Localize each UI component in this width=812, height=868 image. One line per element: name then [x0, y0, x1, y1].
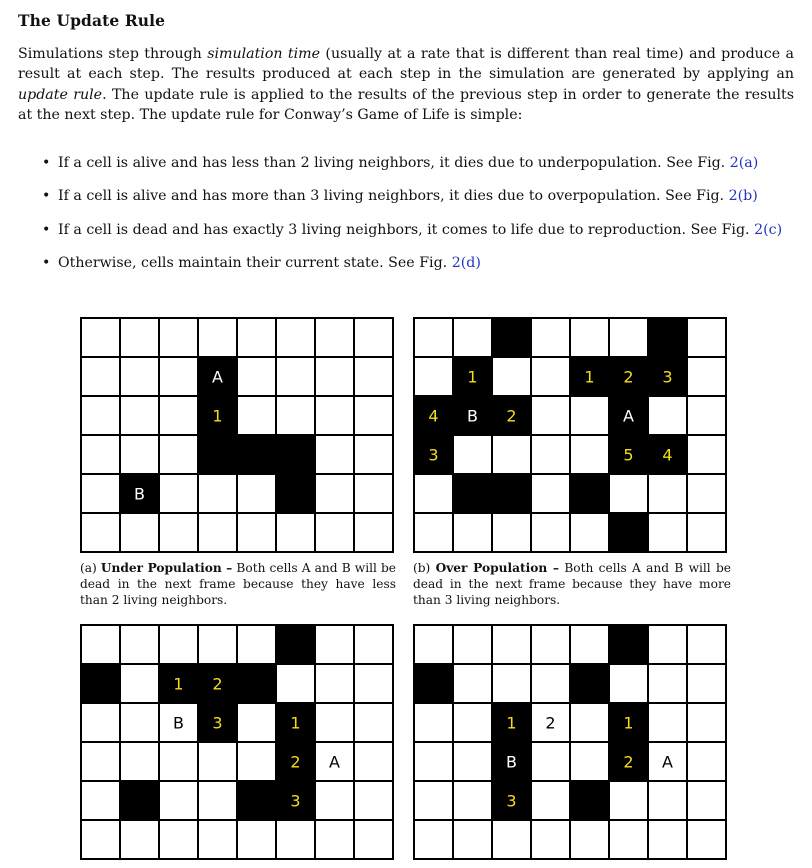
dead-cell — [120, 396, 159, 435]
dead-cell — [237, 318, 276, 357]
dead-cell — [354, 513, 393, 552]
dead-cell — [120, 357, 159, 396]
rules-list — [42, 152, 782, 285]
dead-cell — [414, 318, 453, 357]
dead-cell — [354, 318, 393, 357]
dead-cell — [81, 435, 120, 474]
caption-text: Both cells A and B will be dead in the next frame because they have more than 3 living neighbors. — [413, 561, 732, 607]
cell-letter-label: A — [329, 752, 340, 772]
dead-cell — [354, 474, 393, 513]
dead-cell — [648, 513, 687, 552]
dead-cell — [81, 820, 120, 859]
dead-cell — [81, 781, 120, 820]
dead-cell — [120, 435, 159, 474]
dead-cell — [687, 742, 726, 781]
dead-cell — [198, 513, 237, 552]
dead-cell — [414, 474, 453, 513]
neighbor-count-label: 1 — [506, 713, 517, 733]
rule-text: If a cell is alive and has more than 3 living neighbors, it dies due to overpopulation. See Fig. — [58, 188, 729, 205]
alive-cell — [198, 435, 237, 474]
dead-cell — [453, 742, 492, 781]
figure-ref-link[interactable]: 2(b) — [728, 188, 758, 205]
rule-item — [42, 185, 782, 218]
dead-cell — [354, 396, 393, 435]
cell-letter-label: B — [173, 713, 184, 733]
dead-cell — [492, 513, 531, 552]
dead-cell — [315, 357, 354, 396]
figure-ref-link[interactable]: 2(c) — [754, 221, 783, 238]
dead-cell — [315, 625, 354, 664]
dead-cell — [687, 781, 726, 820]
dead-cell — [81, 703, 120, 742]
dead-cell — [570, 396, 609, 435]
dead-cell — [531, 513, 570, 552]
dead-cell — [81, 513, 120, 552]
figure-d-grid — [413, 624, 727, 860]
dead-cell — [354, 435, 393, 474]
dead-cell — [531, 396, 570, 435]
dead-cell — [120, 820, 159, 859]
dead-cell — [315, 474, 354, 513]
dead-cell — [81, 474, 120, 513]
dead-cell — [237, 820, 276, 859]
dead-cell — [315, 664, 354, 703]
dead-cell — [276, 318, 315, 357]
alive-cell — [453, 474, 492, 513]
dead-cell — [159, 820, 198, 859]
dead-cell — [687, 625, 726, 664]
rule-item — [42, 219, 782, 252]
dead-cell — [198, 781, 237, 820]
cell-letter-label: B — [467, 406, 478, 426]
dead-cell — [531, 742, 570, 781]
cell-letter-label: B — [506, 752, 517, 772]
dead-cell — [354, 781, 393, 820]
dead-cell — [159, 318, 198, 357]
dead-cell — [570, 435, 609, 474]
dead-cell — [570, 625, 609, 664]
neighbor-count-label: 4 — [428, 406, 439, 426]
dead-cell — [531, 781, 570, 820]
neighbor-count-label: 2 — [545, 713, 556, 733]
dead-cell — [609, 820, 648, 859]
intro-text-1: Simulations step through — [18, 46, 208, 62]
dead-cell — [159, 513, 198, 552]
dead-cell — [354, 625, 393, 664]
dead-cell — [354, 820, 393, 859]
alive-cell — [237, 435, 276, 474]
dead-cell — [531, 357, 570, 396]
section-title: The Update Rule — [18, 11, 166, 30]
dead-cell — [687, 474, 726, 513]
neighbor-count-label: 1 — [467, 367, 478, 387]
dead-cell — [120, 742, 159, 781]
dead-cell — [315, 513, 354, 552]
rule-text: If a cell is alive and has less than 2 living neighbors, it dies due to underpopulation. See Fig. — [58, 155, 730, 171]
neighbor-count-label: 3 — [662, 367, 673, 387]
neighbor-count-label: 1 — [173, 674, 184, 694]
dead-cell — [120, 664, 159, 703]
dead-cell — [198, 625, 237, 664]
neighbor-count-label: 3 — [212, 713, 223, 733]
alive-cell — [648, 318, 687, 357]
dead-cell — [315, 435, 354, 474]
dead-cell — [315, 703, 354, 742]
dead-cell — [570, 742, 609, 781]
bullet-icon: • — [42, 221, 51, 238]
dead-cell — [648, 396, 687, 435]
caption-title: Over Population – — [435, 561, 560, 575]
dead-cell — [315, 396, 354, 435]
dead-cell — [237, 513, 276, 552]
figure-ref-link[interactable]: 2(a) — [729, 155, 759, 171]
neighbor-count-label: 1 — [212, 406, 223, 426]
alive-cell — [120, 781, 159, 820]
dead-cell — [453, 625, 492, 664]
dead-cell — [414, 357, 453, 396]
cell-letter-label: A — [623, 406, 634, 426]
dead-cell — [159, 396, 198, 435]
dead-cell — [276, 664, 315, 703]
neighbor-count-label: 3 — [506, 791, 517, 811]
dead-cell — [81, 318, 120, 357]
dead-cell — [276, 820, 315, 859]
dead-cell — [531, 625, 570, 664]
dead-cell — [276, 396, 315, 435]
dead-cell — [492, 435, 531, 474]
dead-cell — [492, 664, 531, 703]
dead-cell — [570, 318, 609, 357]
dead-cell — [198, 474, 237, 513]
dead-cell — [120, 513, 159, 552]
alive-cell — [276, 435, 315, 474]
dead-cell — [81, 742, 120, 781]
rule-item — [42, 152, 782, 185]
alive-cell — [414, 664, 453, 703]
dead-cell — [414, 781, 453, 820]
figure-ref-link[interactable]: 2(d) — [451, 254, 481, 271]
figure-a-grid — [80, 317, 394, 553]
dead-cell — [81, 357, 120, 396]
dead-cell — [570, 820, 609, 859]
dead-cell — [531, 474, 570, 513]
dead-cell — [354, 703, 393, 742]
rule-text: If a cell is dead and has exactly 3 living neighbors, it comes to life due to reproduction. See Fig. — [58, 221, 755, 238]
figure-b-caption — [413, 560, 731, 608]
alive-cell — [570, 664, 609, 703]
alive-cell — [492, 318, 531, 357]
dead-cell — [648, 474, 687, 513]
dead-cell — [531, 435, 570, 474]
dead-cell — [414, 742, 453, 781]
figure-c-grid — [80, 624, 394, 860]
dead-cell — [687, 664, 726, 703]
intro-text-3: . The update rule is applied to the results of the previous step in order to generate the results at the next step. The update rule for Conway’s Game of Life is simple: — [18, 86, 794, 124]
alive-cell — [237, 664, 276, 703]
bullet-icon: • — [42, 254, 51, 271]
dead-cell — [120, 703, 159, 742]
dead-cell — [453, 703, 492, 742]
bullet-icon: • — [42, 155, 51, 171]
caption-label: (a) — [80, 561, 97, 575]
neighbor-count-label: 4 — [662, 445, 673, 465]
dead-cell — [609, 318, 648, 357]
neighbor-count-label: 5 — [623, 445, 634, 465]
alive-cell — [492, 474, 531, 513]
dead-cell — [237, 357, 276, 396]
dead-cell — [276, 513, 315, 552]
alive-cell — [81, 664, 120, 703]
dead-cell — [81, 625, 120, 664]
dead-cell — [687, 357, 726, 396]
dead-cell — [492, 357, 531, 396]
dead-cell — [453, 781, 492, 820]
dead-cell — [120, 625, 159, 664]
dead-cell — [453, 513, 492, 552]
dead-cell — [531, 820, 570, 859]
neighbor-count-label: 2 — [506, 406, 517, 426]
figure-b-grid — [413, 317, 727, 553]
dead-cell — [492, 820, 531, 859]
dead-cell — [198, 318, 237, 357]
dead-cell — [120, 318, 159, 357]
cell-letter-label: A — [662, 752, 673, 772]
dead-cell — [414, 820, 453, 859]
dead-cell — [570, 703, 609, 742]
dead-cell — [414, 703, 453, 742]
dead-cell — [648, 781, 687, 820]
dead-cell — [687, 435, 726, 474]
dead-cell — [159, 435, 198, 474]
dead-cell — [159, 742, 198, 781]
alive-cell — [276, 474, 315, 513]
neighbor-count-label: 1 — [584, 367, 595, 387]
dead-cell — [414, 513, 453, 552]
dead-cell — [237, 625, 276, 664]
neighbor-count-label: 1 — [290, 713, 301, 733]
neighbor-count-label: 3 — [290, 791, 301, 811]
dead-cell — [687, 318, 726, 357]
dead-cell — [453, 435, 492, 474]
dead-cell — [687, 820, 726, 859]
bullet-icon: • — [42, 188, 51, 205]
dead-cell — [648, 625, 687, 664]
dead-cell — [687, 513, 726, 552]
alive-cell — [609, 513, 648, 552]
alive-cell — [570, 474, 609, 513]
dead-cell — [237, 703, 276, 742]
alive-cell — [237, 781, 276, 820]
dead-cell — [354, 664, 393, 703]
dead-cell — [531, 664, 570, 703]
neighbor-count-label: 2 — [290, 752, 301, 772]
dead-cell — [414, 625, 453, 664]
dead-cell — [648, 820, 687, 859]
figure-a-caption — [80, 560, 396, 608]
rule-item — [42, 252, 782, 285]
dead-cell — [354, 357, 393, 396]
caption-text: Both cells A and B will be dead in the next frame because they have less than 2 living neighbors. — [80, 561, 397, 607]
neighbor-count-label: 2 — [623, 367, 634, 387]
intro-text-2: (usually at a rate that is different than real time) and produce a result at each step. The results produced at each step in the simulation are generated by applying an — [18, 46, 794, 83]
dead-cell — [687, 396, 726, 435]
dead-cell — [687, 703, 726, 742]
dead-cell — [354, 742, 393, 781]
dead-cell — [237, 474, 276, 513]
dead-cell — [198, 820, 237, 859]
dead-cell — [453, 318, 492, 357]
dead-cell — [609, 781, 648, 820]
dead-cell — [237, 742, 276, 781]
alive-cell — [570, 781, 609, 820]
neighbor-count-label: 3 — [428, 445, 439, 465]
dead-cell — [276, 357, 315, 396]
dead-cell — [159, 474, 198, 513]
dead-cell — [198, 742, 237, 781]
rule-text: Otherwise, cells maintain their current state. See Fig. — [58, 254, 452, 271]
cell-letter-label: A — [212, 367, 223, 387]
dead-cell — [315, 820, 354, 859]
cell-letter-label: B — [134, 484, 145, 504]
neighbor-count-label: 2 — [623, 752, 634, 772]
dead-cell — [609, 664, 648, 703]
neighbor-count-label: 2 — [212, 674, 223, 694]
dead-cell — [648, 664, 687, 703]
dead-cell — [81, 396, 120, 435]
neighbor-count-label: 1 — [623, 713, 634, 733]
dead-cell — [159, 625, 198, 664]
intro-emphasis-2: update rule — [18, 86, 103, 103]
intro-paragraph — [18, 44, 794, 126]
dead-cell — [648, 703, 687, 742]
dead-cell — [492, 625, 531, 664]
dead-cell — [609, 474, 648, 513]
dead-cell — [531, 318, 570, 357]
alive-cell — [609, 625, 648, 664]
dead-cell — [159, 781, 198, 820]
intro-emphasis-1: simulation time — [207, 46, 321, 62]
dead-cell — [570, 513, 609, 552]
dead-cell — [237, 396, 276, 435]
dead-cell — [159, 357, 198, 396]
caption-title: Under Population – — [100, 561, 233, 575]
dead-cell — [453, 664, 492, 703]
dead-cell — [315, 318, 354, 357]
dead-cell — [315, 781, 354, 820]
caption-label: (b) — [413, 561, 431, 575]
dead-cell — [453, 820, 492, 859]
alive-cell — [276, 625, 315, 664]
